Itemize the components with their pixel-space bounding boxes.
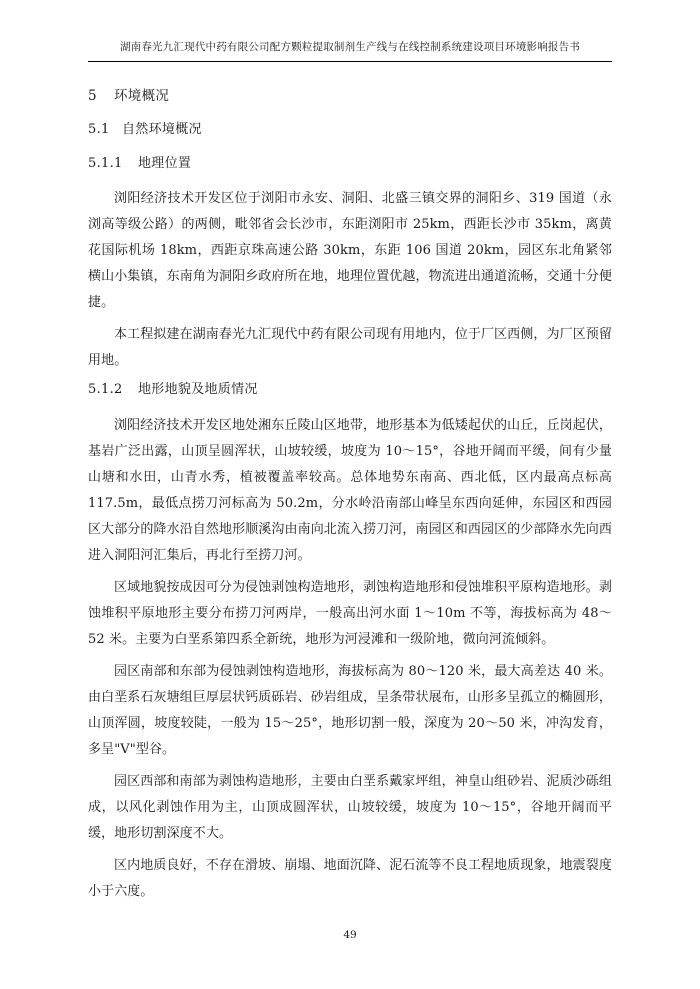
page-content bbox=[88, 86, 612, 911]
heading-section-5-1-number: 5.1 bbox=[88, 122, 110, 138]
paragraph: 浏阳经济技术开发区地处湘东丘陵山区地带，地形基本为低矮起伏的山丘，丘岗起伏，基岩广泛出露，山顶呈圆浑状，山坡较缓，坡度为 10～15°，谷地开阔而平缓，间有少量山塘和水田，山青水秀，植被覆盖率较高。总体地势东南高、西北低，区内最高点标高 117.5m，最低点捞刀河标高为 50.2m，分水岭沿南部山峰呈东西向延伸，东园区和西园区大部分的降水沿自然地形顺溪沟由南向北流入捞刀河，南园区和西园区的少部降水先向西进入洞阳河汇集后，再北行至捞刀河。 bbox=[88, 417, 613, 563]
heading-section-5-1-2 bbox=[88, 380, 612, 400]
paragraph: 本工程拟建在湖南春光九汇现代中药有限公司现有用地内，位于厂区西侧，为厂区预留用地。 bbox=[88, 327, 612, 369]
heading-section-5-1 bbox=[88, 120, 612, 140]
heading-section-5-1-1-title: 地理位置 bbox=[138, 155, 192, 171]
paragraph: 园区南部和东部为侵蚀剥蚀构造地形，海拔标高为 80～120 米，最大高差达 40 米。由白垩系石灰塘组巨厚层状钙质砾岩、砂岩组成，呈条带状展布，山形多呈孤立的椭圆形，山顶浑圆，坡度较陡，一般为 15～25°，地形切割一般，深度为 20～50 米，冲沟发育，多呈"V"型谷。 bbox=[88, 663, 613, 757]
heading-section-5-title: 环境概况 bbox=[114, 88, 170, 104]
heading-section-5-1-1-number: 5.1.1 bbox=[88, 155, 123, 171]
page-header: 湖南春光九汇现代中药有限公司配方颗粒提取制剂生产线与在线控制系统建设项目环境影响报告书 bbox=[88, 40, 612, 62]
paragraph: 园区西部和南部为剥蚀构造地形，主要由白垩系戴家坪组，神皇山组砂岩、泥质沙砾组成，以风化剥蚀作用为主，山顶成圆浑状，山坡较缓，坡度为 10～15°，谷地开阔而平缓，地形切割深度不大。 bbox=[88, 773, 612, 841]
heading-section-5-number: 5 bbox=[88, 88, 97, 104]
paragraph: 区域地貌按成因可分为侵蚀剥蚀构造地形，剥蚀构造地形和侵蚀堆积平原构造地形。剥蚀堆积平原地形主要分布捞刀河两岸，一般高出河水面 1～10m 不等，海拔标高为 48～52 米。主要为白垩系第四系全新统，地形为河浸滩和一级阶地，微向河流倾斜。 bbox=[88, 579, 612, 647]
heading-section-5-1-1 bbox=[88, 154, 612, 174]
heading-section-5-1-title: 自然环境概况 bbox=[122, 122, 202, 138]
heading-section-5-1-2-title: 地形地貌及地质情况 bbox=[138, 382, 258, 398]
heading-section-5 bbox=[88, 86, 612, 106]
paragraph: 区内地质良好，不存在滑坡、崩塌、地面沉降、泥石流等不良工程地质现象，地震裂度小于六度。 bbox=[88, 857, 612, 899]
heading-section-5-1-2-number: 5.1.2 bbox=[88, 382, 123, 398]
page-number: 49 bbox=[343, 929, 357, 941]
paragraph: 浏阳经济技术开发区位于浏阳市永安、洞阳、北盛三镇交界的洞阳乡、319 国道（永浏高等级公路）的两侧，毗邻省会长沙市，东距浏阳市 25km，西距长沙市 35km，离黄花国际机场 18km，西距京珠高速公路 30km，东距 106 国道 20km，园区东北角紧邻横山小集镇，东南角为洞阳乡政府所在地，地理位置优越，物流进出通道流畅，交通十分便捷。 bbox=[88, 191, 613, 311]
